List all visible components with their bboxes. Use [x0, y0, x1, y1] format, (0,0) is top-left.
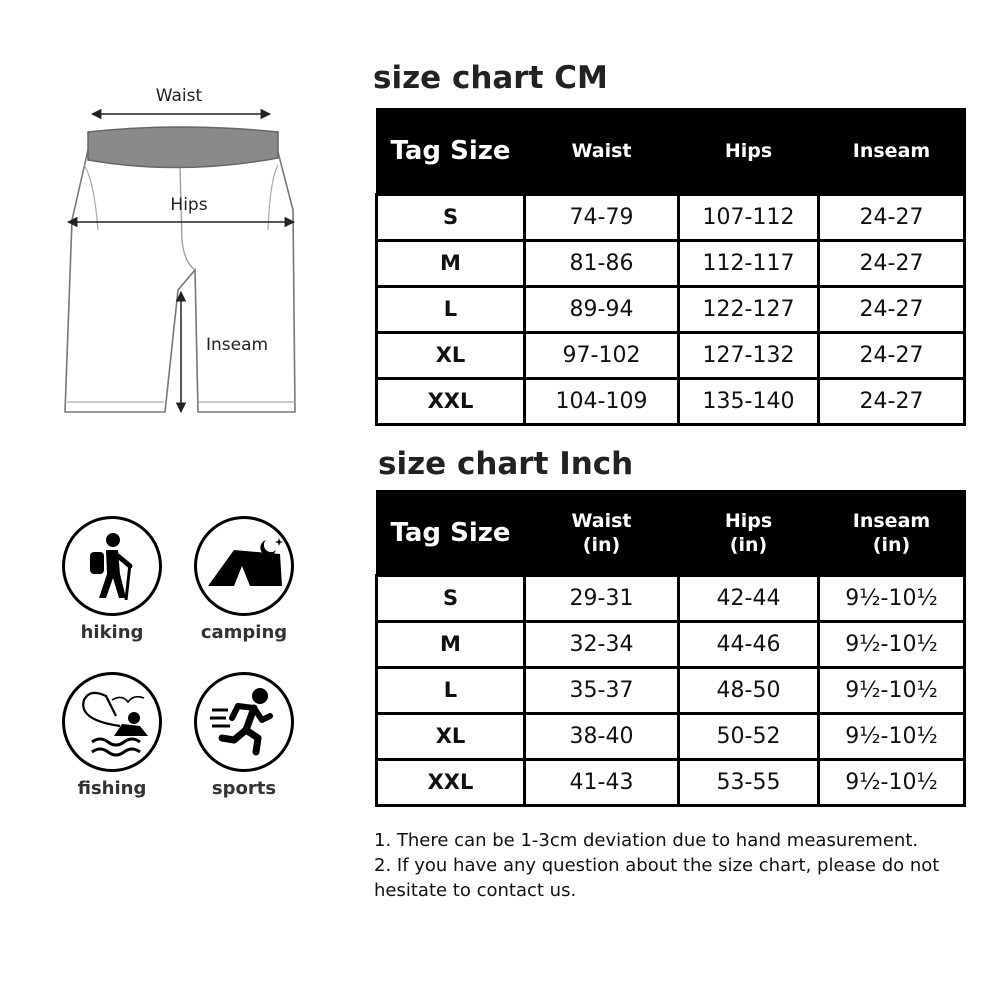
inseam-cell: 24-27: [819, 332, 965, 378]
fishing-icon: [62, 672, 162, 772]
hiking-label: hiking: [80, 622, 144, 643]
size-cell: XL: [377, 332, 525, 378]
inch-header-hips: Hips (in): [679, 491, 819, 575]
waist-cell: 97-102: [525, 332, 679, 378]
inseam-cell: 24-27: [819, 240, 965, 286]
table-row: [377, 332, 965, 378]
cm-header-tag-size: Tag Size: [377, 109, 525, 194]
inch-header-tag-size: Tag Size: [377, 491, 525, 575]
inch-header-waist: Waist (in): [525, 491, 679, 575]
cm-size-table: [375, 108, 966, 426]
cm-header-waist: Waist: [525, 109, 679, 194]
hips-cell: 48-50: [679, 667, 819, 713]
waistband: [88, 127, 278, 168]
size-cell: S: [377, 194, 525, 240]
waist-cell: 35-37: [525, 667, 679, 713]
hips-cell: 112-117: [679, 240, 819, 286]
size-cell: L: [377, 667, 525, 713]
waist-cell: 74-79: [525, 194, 679, 240]
inch-size-table: [375, 490, 966, 807]
inseam-cell: 9½-10½: [819, 575, 965, 621]
notes: [374, 828, 974, 903]
size-cell: S: [377, 575, 525, 621]
inseam-label: Inseam: [206, 335, 269, 355]
activity-camping: [189, 516, 299, 643]
note-1: 1. There can be 1-3cm deviation due to hand measurement.: [374, 830, 919, 851]
fishing-label: fishing: [77, 778, 147, 799]
shorts-measurement-diagram: [55, 78, 315, 428]
size-cell: XL: [377, 713, 525, 759]
inseam-cell: 24-27: [819, 194, 965, 240]
inch-header-inseam: Inseam (in): [819, 491, 965, 575]
hips-cell: 44-46: [679, 621, 819, 667]
waist-label: Waist: [155, 86, 203, 106]
hiking-icon: [62, 516, 162, 616]
waist-cell: 81-86: [525, 240, 679, 286]
inseam-cell: 24-27: [819, 378, 965, 424]
hips-cell: 135-140: [679, 378, 819, 424]
hips-cell: 122-127: [679, 286, 819, 332]
waist-cell: 38-40: [525, 713, 679, 759]
cm-chart-title: size chart CM: [373, 60, 608, 96]
size-cell: XXL: [377, 759, 525, 805]
waist-cell: 32-34: [525, 621, 679, 667]
hips-cell: 127-132: [679, 332, 819, 378]
waist-cell: 104-109: [525, 378, 679, 424]
inseam-cell: 9½-10½: [819, 713, 965, 759]
inseam-cell: 24-27: [819, 286, 965, 332]
cm-header-inseam: Inseam: [819, 109, 965, 194]
hips-cell: 53-55: [679, 759, 819, 805]
size-cell: XXL: [377, 378, 525, 424]
inseam-cell: 9½-10½: [819, 759, 965, 805]
activity-fishing: [57, 672, 167, 799]
hips-cell: 50-52: [679, 713, 819, 759]
table-row: [377, 713, 965, 759]
size-cell: M: [377, 240, 525, 286]
inseam-cell: 9½-10½: [819, 621, 965, 667]
camping-label: camping: [200, 622, 288, 643]
hips-cell: 42-44: [679, 575, 819, 621]
waist-cell: 89-94: [525, 286, 679, 332]
activity-sports: [189, 672, 299, 799]
camping-icon: [194, 516, 294, 616]
waist-cell: 41-43: [525, 759, 679, 805]
table-row: [377, 378, 965, 424]
table-row: [377, 286, 965, 332]
cm-header-hips: Hips: [679, 109, 819, 194]
table-row: [377, 759, 965, 805]
hips-cell: 107-112: [679, 194, 819, 240]
sports-label: sports: [211, 778, 277, 799]
activity-hiking: [57, 516, 167, 643]
inch-chart-title: size chart Inch: [378, 446, 634, 482]
table-row: [377, 667, 965, 713]
size-cell: L: [377, 286, 525, 332]
sports-icon: [194, 672, 294, 772]
table-row: [377, 575, 965, 621]
table-row: [377, 621, 965, 667]
table-row: [377, 240, 965, 286]
waist-cell: 29-31: [525, 575, 679, 621]
size-cell: M: [377, 621, 525, 667]
note-2: 2. If you have any question about the size chart, please do not hesitate to contact us.: [374, 855, 940, 901]
hips-label: Hips: [170, 195, 208, 215]
inseam-cell: 9½-10½: [819, 667, 965, 713]
table-row: [377, 194, 965, 240]
